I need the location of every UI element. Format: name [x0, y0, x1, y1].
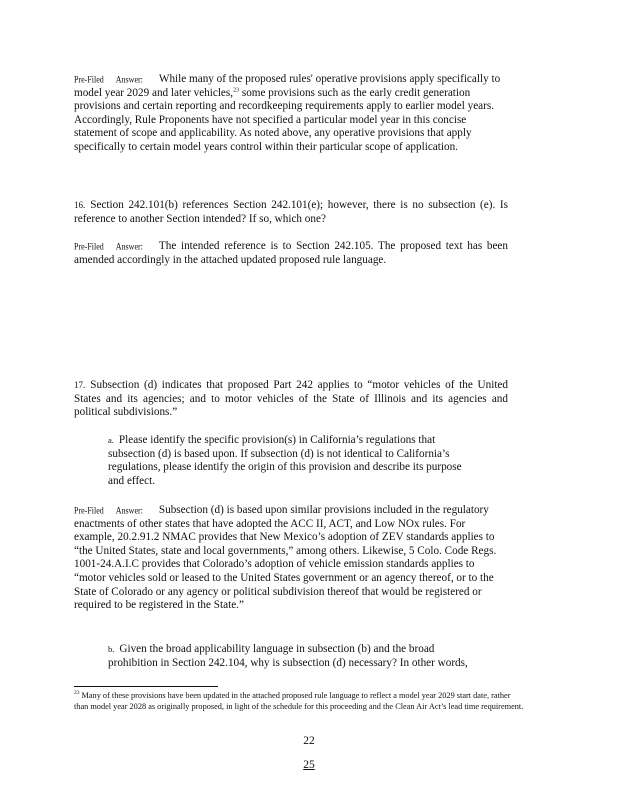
subquestion-letter: a.	[108, 435, 114, 445]
subquestion-letter: b.	[108, 644, 115, 654]
footnote-reference: 23	[233, 86, 240, 93]
page-number-primary: 22	[303, 735, 315, 747]
answer-paragraph-scope	[74, 73, 508, 155]
answer-text: The intended reference is to Section 242.105. The proposed text has been amended accordingly in the attached updated proposed rule language.	[74, 240, 508, 266]
prefiled-label: Pre-Filed	[74, 74, 104, 85]
prefiled-label: Pre-Filed	[74, 505, 104, 516]
question-number: 16.	[74, 200, 86, 210]
footnote-23	[74, 690, 524, 712]
answer-text-part-a: While many of the proposed rules' operative provisions apply specifically to model year 2029 and later vehicles,	[74, 73, 501, 99]
page-number-secondary: 25	[303, 759, 315, 771]
question-17b	[108, 643, 474, 670]
answer-16	[74, 240, 508, 267]
answer-17a	[74, 504, 508, 613]
answer-text-part-b: some provisions such as the early credit generation provisions and certain reporting and recordkeeping requirements apply to earlier model years. Accordingly, Rule Proponents have not specified a particular model year in this concise statement of scope and applicability. As noted above, any operative provisions that apply specifically to certain model years control within their particular scope of application.	[74, 86, 495, 153]
question-17	[74, 379, 508, 420]
subquestion-text: Please identify the specific provision(s) in California’s regulations that subsection (d) is based upon. If subsection (d) is not identical to California’s regulations, please identify the origin of this provision and describe its purpose and effect.	[108, 434, 462, 487]
answer-text: Subsection (d) is based upon similar provisions included in the regulatory enactments of other states that have adopted the ACC II, ACT, and Low NOx rules. For example, 20.2.91.2 NMAC provides that New Mexico’s adoption of ZEV standards applies to “the United States, state and local governments,” among others. Likewise, 5 Colo. Code Regs. 1001-24.A.I.C provides that Colorado’s adoption of vehicle emission standards applies to “motor vehicles sold or leased to the United States government or an agency thereof, or to the State of Colorado or any agency or political subdivision thereof that would be registered or required to be registered in the State.”	[74, 504, 497, 612]
footnote-text: Many of these provisions have been updated in the attached proposed rule language to reflect a model year 2029 start date, rather than model year 2028 as originally proposed, in light of the schedule for this proceeding and the Clean Air Act’s lead time requirement.	[74, 691, 524, 711]
subquestion-text: Given the broad applicability language in subsection (b) and the broad prohibition in Section 242.104, why is subsection (d) necessary? In other words,	[108, 643, 468, 669]
question-17a	[108, 434, 474, 488]
footnote-number: 23	[74, 690, 80, 697]
question-text: Subsection (d) indicates that proposed Part 242 applies to “motor vehicles of the United States and its agencies; and to motor vehicles of the State of Illinois and its agencies and political subdivisions.”	[74, 379, 508, 419]
question-number: 17.	[74, 380, 86, 390]
footnote-divider	[74, 686, 218, 687]
prefiled-label: Pre-Filed	[74, 241, 104, 252]
question-text: Section 242.101(b) references Section 242.101(e); however, there is no subsection (e). Is reference to another Section intended? If so, which one?	[74, 199, 508, 225]
answer-label: Answer:	[115, 505, 143, 516]
answer-label: Answer:	[115, 74, 143, 85]
answer-label: Answer:	[115, 241, 143, 252]
question-16	[74, 199, 508, 226]
